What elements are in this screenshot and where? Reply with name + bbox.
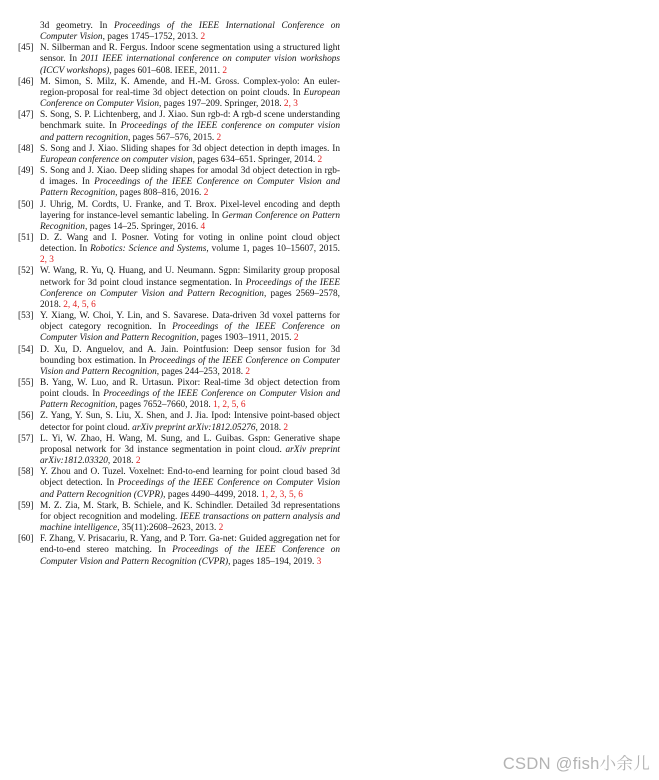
reference-label: [57] xyxy=(18,433,34,444)
reference-text: D. Z. Wang and I. Posner. Voting for voting in online point cloud object detection. In xyxy=(40,232,340,255)
reference-venue: arXiv preprint arXiv:1812.05276 xyxy=(132,422,256,433)
reference-label: [60] xyxy=(18,534,34,545)
reference-venue: IEEE transactions on pattern analysis and machine intelligence xyxy=(40,511,340,534)
reference-venue: Proceedings of the IEEE Conference on Computer Vision and Pattern Recognition xyxy=(40,389,340,411)
reference-text: Z. Yang, Y. Sun, S. Liu, X. Shen, and J. Jia. Ipod: Intensive point-based object detector for point cloud. xyxy=(40,411,340,433)
reference-venue: Proceedings of the IEEE Conference on Computer Vision and Pattern Recognition xyxy=(40,355,340,377)
reference-text: F. Zhang, V. Prisacariu, R. Yang, and P. Torr. Ga-net: Guided aggregation net for end-to-end stereo matching. In xyxy=(40,534,340,556)
csdn-watermark: CSDN @fish小余儿 xyxy=(502,755,650,773)
reference-text: L. Yi, W. Zhao, H. Wang, M. Sung, and L. Guibas. Gspn: Generative shape proposal network for 3d instance segmentation in point cloud. xyxy=(40,433,340,455)
reference-text: , pages 1745–1752, 2013. xyxy=(102,32,201,43)
reference-text: , pages 1903–1911, 2015. xyxy=(196,333,294,344)
reference-text: , pages 197–209. Springer, 2018. xyxy=(159,99,284,110)
reference-label: [51] xyxy=(18,232,34,243)
citation-page-link[interactable]: 2 xyxy=(216,132,222,143)
reference-text: S. Song, S. P. Lichtenberg, and J. Xiao. Sun rgb-d: A rgb-d scene understanding benchmark suite. In xyxy=(40,110,340,132)
reference-text: , pages 601–608. IEEE, 2011. xyxy=(109,65,223,76)
reference-venue: Proceedings of the IEEE conference on computer vision and pattern recognition xyxy=(40,121,341,143)
reference-text: , pages 244–253, 2018. xyxy=(156,366,246,377)
reference-venue: European conference on computer vision xyxy=(40,154,193,165)
reference-text: , pages 185–194, 2019. xyxy=(228,556,317,567)
reference-text: M. Z. Zia, M. Stark, B. Schiele, and K. Schindler. Detailed 3d representations for object recognition and modeling. xyxy=(40,500,340,522)
reference-text: , 2018. xyxy=(107,456,136,467)
reference-entry xyxy=(18,501,340,534)
reference-label: [46] xyxy=(18,76,34,87)
reference-entry xyxy=(18,77,340,110)
reference-venue: Proceedings of the IEEE International Conference on Computer Vision xyxy=(40,21,340,43)
reference-text: , pages 2569–2578, 2018. xyxy=(40,288,340,310)
citation-page-link[interactable]: 2 xyxy=(317,154,323,165)
reference-text: N. Silberman and R. Fergus. Indoor scene segmentation using a structured light sensor. In xyxy=(40,43,340,65)
reference-text: D. Xu, D. Anguelov, and A. Jain. Pointfusion: Deep sensor fusion for 3d bounding box estimation. In xyxy=(40,344,340,366)
reference-venue: Proceedings of the IEEE Conference on Computer Vision and Pattern Recognition xyxy=(40,322,340,344)
reference-label: [55] xyxy=(18,378,34,388)
reference-entry xyxy=(18,534,340,567)
citation-page-link[interactable]: 2 xyxy=(245,366,251,377)
reference-label: [50] xyxy=(18,199,34,210)
citation-page-link[interactable]: 4 xyxy=(200,221,206,232)
reference-text: Y. Zhou and O. Tuzel. Voxelnet: End-to-end learning for point cloud based 3d object detection. In xyxy=(40,467,340,489)
reference-label: [58] xyxy=(18,467,34,478)
reference-entry xyxy=(18,467,340,500)
citation-page-link[interactable]: 2 xyxy=(203,188,209,199)
reference-text: , pages 808–816, 2016. xyxy=(115,188,204,199)
citation-page-link[interactable]: 2 xyxy=(200,32,206,43)
reference-venue: 2011 IEEE international conference on computer vision workshops (ICCV workshops) xyxy=(40,54,340,76)
reference-label: [47] xyxy=(18,110,34,121)
citation-page-link[interactable]: 2 xyxy=(222,65,227,76)
reference-text: , volume 1, pages 10–15607, 2015. xyxy=(206,244,340,255)
reference-venue: Proceedings of the IEEE Conference on Computer Vision and Pattern Recognition (CVPR) xyxy=(40,478,340,500)
citation-page-link[interactable]: 1, 2, 5, 6 xyxy=(213,400,246,411)
reference-label: [52] xyxy=(18,266,34,277)
reference-text: S. Song and J. Xiao. Deep sliding shapes for amodal 3d object detection in rgb-d images. In xyxy=(40,166,340,188)
reference-venue: Proceedings of the IEEE Conference on Computer Vision and Pattern Recognition xyxy=(40,177,340,199)
reference-label: [45] xyxy=(18,43,34,54)
reference-text: , 35(11):2608–2623, 2013. xyxy=(117,523,219,534)
citation-page-link[interactable]: 2 xyxy=(283,422,289,433)
reference-entry xyxy=(18,266,340,311)
reference-label: [53] xyxy=(18,311,34,322)
reference-text: , 2018. xyxy=(255,422,284,433)
references-column xyxy=(18,21,340,568)
reference-entry xyxy=(18,200,340,233)
reference-entry xyxy=(18,311,340,344)
citation-page-link[interactable]: 2, 4, 5, 6 xyxy=(63,299,96,310)
reference-entry xyxy=(18,144,340,166)
reference-text: , pages 4490–4499, 2018. xyxy=(163,489,262,500)
reference-label: [48] xyxy=(18,143,34,154)
reference-entry xyxy=(18,233,340,266)
citation-page-link[interactable]: 2 xyxy=(293,333,299,344)
reference-entry xyxy=(18,434,340,467)
reference-text: , pages 567–576, 2015. xyxy=(127,132,217,143)
reference-venue: Proceedings of the IEEE Conference on Computer Vision and Pattern Recognition xyxy=(40,277,340,299)
reference-text: Y. Xiang, W. Choi, Y. Lin, and S. Savarese. Data-driven 3d voxel patterns for object category recognition. In xyxy=(40,311,340,333)
reference-label: [56] xyxy=(18,411,34,422)
reference-venue: arXiv preprint arXiv:1812.03320 xyxy=(40,444,341,467)
citation-page-link[interactable]: 2 xyxy=(218,523,224,534)
reference-label: [59] xyxy=(18,500,34,511)
reference-venue: German Conference on Pattern Recognition xyxy=(40,210,340,232)
reference-label: [49] xyxy=(18,166,34,177)
reference-entry xyxy=(18,378,340,411)
reference-entry xyxy=(18,411,340,433)
citation-page-link[interactable]: 2, 3 xyxy=(283,99,298,110)
reference-venue: Proceedings of the IEEE Conference on Computer Vision and Pattern Recognition (CVPR) xyxy=(40,545,340,567)
citation-page-link[interactable]: 2, 3 xyxy=(40,255,54,266)
reference-text: 3d geometry. In xyxy=(40,21,115,31)
citation-page-link[interactable]: 1, 2, 3, 5, 6 xyxy=(261,489,303,500)
reference-venue: Robotics: Science and Systems xyxy=(90,244,207,255)
reference-text: B. Yang, W. Luo, and R. Urtasun. Pixor: Real-time 3d object detection from point clouds. In xyxy=(40,378,340,400)
citation-page-link[interactable]: 3 xyxy=(316,556,322,567)
reference-venue: European Conference on Computer Vision xyxy=(40,87,340,110)
reference-text: M. Simon, S. Milz, K. Amende, and H.-M. Gross. Complex-yolo: An euler-region-proposal for real-time 3d object detection on point clouds. In xyxy=(40,76,340,98)
reference-text: J. Uhrig, M. Cordts, U. Franke, and T. Brox. Pixel-level encoding and depth layering for instance-level semantic labeling. In xyxy=(40,199,340,221)
reference-text: W. Wang, R. Yu, Q. Huang, and U. Neumann. Sgpn: Similarity group proposal network for 3d point cloud instance segmentation. In xyxy=(40,266,340,288)
reference-entry xyxy=(18,43,340,76)
reference-text: S. Song and J. Xiao. Sliding shapes for 3d object detection in depth images. In xyxy=(40,143,340,154)
reference-continuation xyxy=(18,21,340,43)
reference-text: , pages 14–25. Springer, 2016. xyxy=(84,221,201,232)
citation-page-link[interactable]: 2 xyxy=(135,456,141,467)
reference-entry xyxy=(18,345,340,378)
reference-entry xyxy=(18,166,340,199)
reference-label: [54] xyxy=(18,344,34,355)
reference-text: , pages 7652–7660, 2018. xyxy=(115,400,214,411)
reference-entry xyxy=(18,110,340,143)
reference-text: , pages 634–651. Springer, 2014. xyxy=(192,154,318,165)
